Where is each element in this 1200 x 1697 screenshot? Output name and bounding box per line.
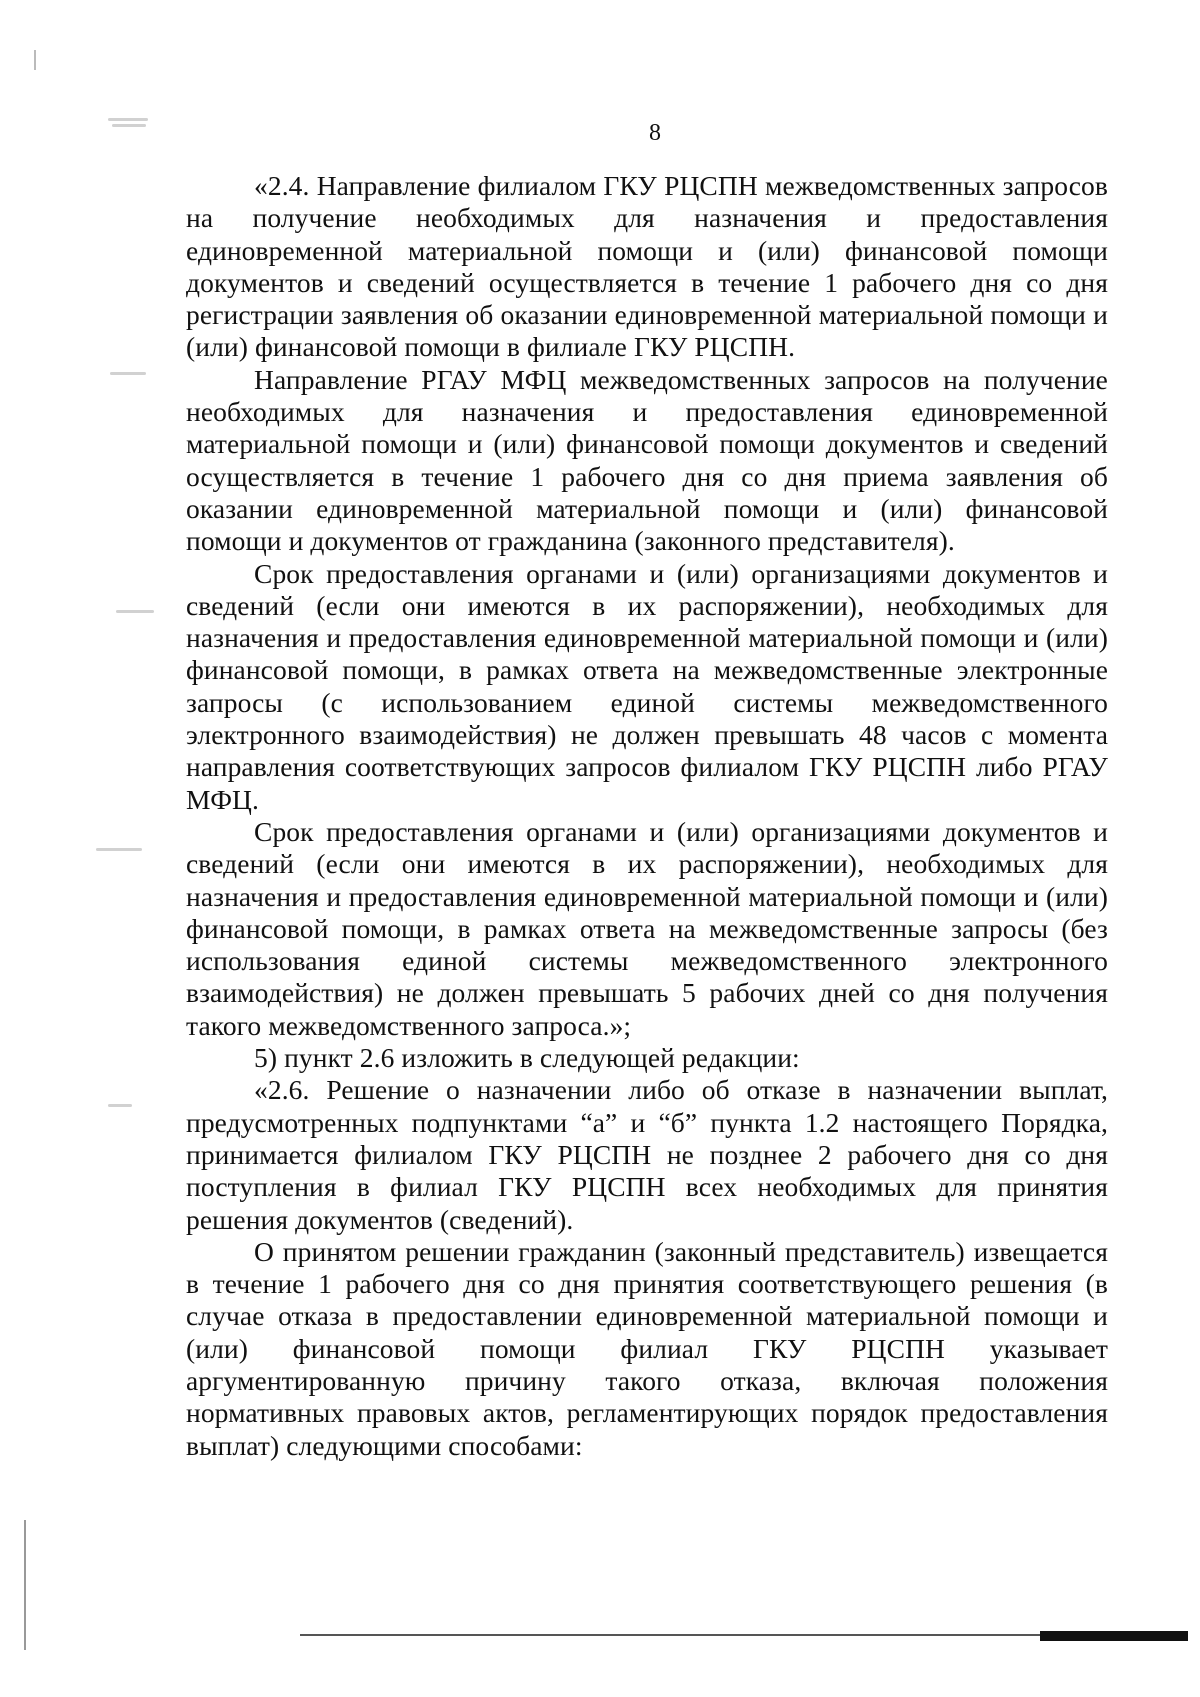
paragraph: Направление РГАУ МФЦ межведомственных запросов на получение необходимых для назначения и предоставления единовременной материальной помощи и (или) финансовой помощи документов и сведений осуществляется в течение 1 рабочего дня со дня приема заявления об оказании единовременной материальной помощи и (или) финансовой помощи и документов от гражданина (законного представителя). [186, 363, 1108, 557]
scan-artifact [116, 610, 154, 613]
body-text [186, 170, 1108, 1462]
scan-artifact [108, 1104, 132, 1107]
paragraph: «2.4. Направление филиалом ГКУ РЦСПН межведомственных запросов на получение необходимых для назначения и предоставления единовременной материальной помощи и (или) финансовой помощи документов и сведений осуществляется в течение 1 рабочего дня со дня регистрации заявления об оказании единовременной материальной помощи и (или) финансовой помощи в филиале ГКУ РЦСПН. [186, 170, 1108, 363]
paragraph: Срок предоставления органами и (или) организациями документов и сведений (если они имеются в их распоряжении), необходимых для назначения и предоставления единовременной материальной помощи и (или) финансовой помощи, в рамках ответа на межведомственные запросы (без использования единой системы межведомственного электронного взаимодействия) не должен превышать 5 рабочих дней со дня получения такого межведомственного запроса.»; [186, 815, 1108, 1041]
scan-mark [34, 50, 36, 70]
scan-artifact [110, 372, 146, 375]
paragraph: Срок предоставления органами и (или) организациями документов и сведений (если они имеются в их распоряжении), необходимых для назначения и предоставления единовременной материальной помощи и (или) финансовой помощи, в рамках ответа на межведомственные электронные запросы (с использованием единой системы межведомственного электронного взаимодействия) не должен превышать 48 часов с момента направления соответствующих запросов филиалом ГКУ РЦСПН либо РГАУ МФЦ. [186, 557, 1108, 815]
scan-artifact [96, 848, 142, 851]
paragraph: 5) пункт 2.6 изложить в следующей редакции: [254, 1042, 800, 1074]
scan-edge-mark [24, 1520, 26, 1650]
paragraph: «2.6. Решение о назначении либо об отказе в назначении выплат, предусмотренных подпунктами “а” и “б” пункта 1.2 настоящего Порядка, принимается филиалом ГКУ РЦСПН не позднее 2 рабочего дня со дня поступления в филиал ГКУ РЦСПН всех необходимых для принятия решения документов (сведений). [186, 1074, 1108, 1235]
page-number: 8 [649, 120, 661, 146]
bottom-rule-bar [1040, 1631, 1188, 1641]
paragraph: О принятом решении гражданин (законный представитель) извещается в течение 1 рабочего дня со дня принятия соответствующего решения (в случае отказа в предоставлении единовременной материальной помощи и (или) финансовой помощи филиал ГКУ РЦСПН указывает аргументированную причину такого отказа, включая положения нормативных правовых актов, регламентирующих порядок предоставления выплат) следующими способами: [186, 1235, 1108, 1461]
